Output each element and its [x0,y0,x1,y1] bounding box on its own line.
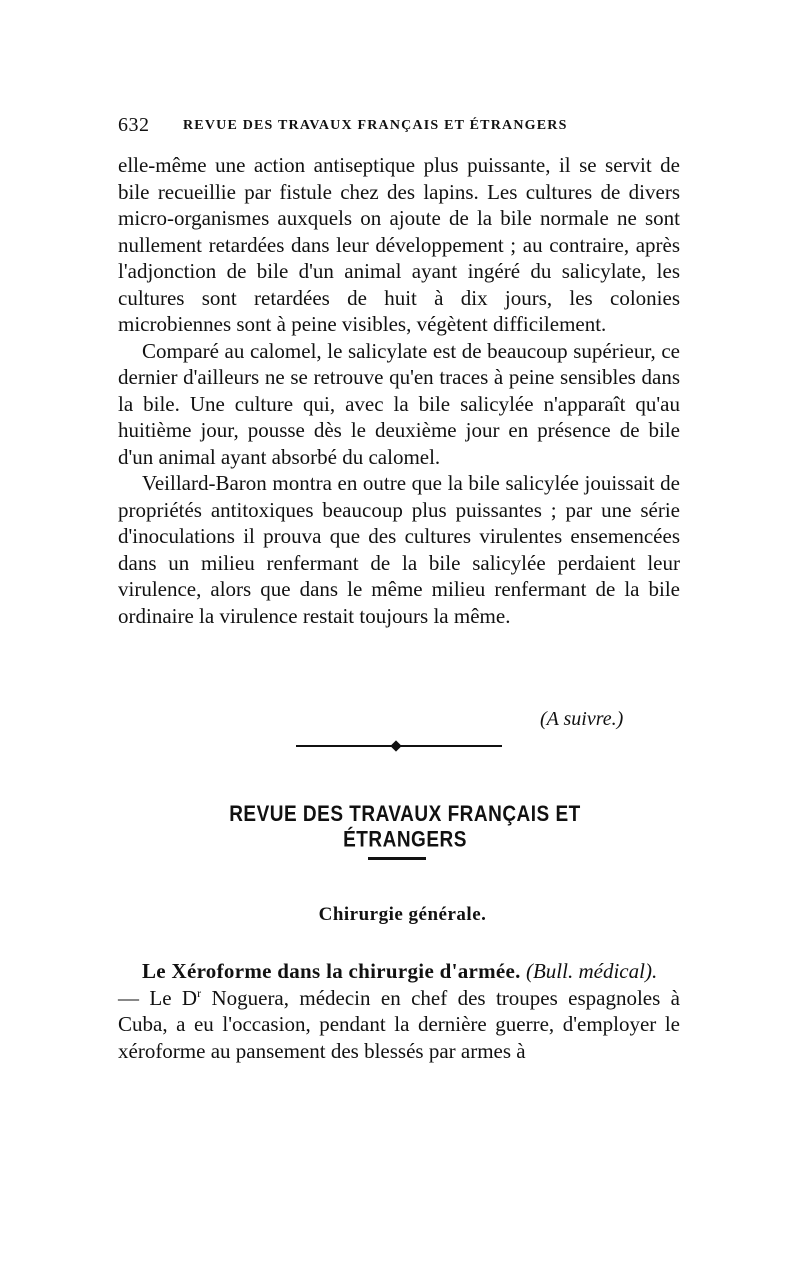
to-be-continued: (A suivre.) [540,708,624,730]
paragraph-antitoxic-properties: Veillard-Baron montra en outre que la bile salicylée jouissait de propriétés antitoxiques beaucoup plus puissantes ; par une série d'inoculations il prouva que des cultures virulentes ensemencées dans un milieu renfermant de la bile salicylée perdaient leur virulence, alors que dans le même milieu renfermant de la bile ordinaire la virulence restait toujours la même. [118,471,680,628]
paragraph-calomel-comparison: Comparé au calomel, le salicylate est de beaucoup supérieur, ce dernier d'ailleurs ne se retrouve qu'en traces à peine sensibles dans la bile. Une culture qui, avec la bile salicylée n'apparaît qu'au huitième jour, pousse dès le deuxième jour en présence de bile d'un animal ayant absorbé du calomel. [118,338,680,469]
ornamental-divider [296,742,502,750]
paragraph-xeroforme [118,958,680,1064]
running-title: REVUE DES TRAVAUX FRANÇAIS ET ÉTRANGERS [183,118,568,133]
article-title: Le Xéroforme dans la chirurgie d'armée. [142,959,521,983]
article-text: Noguera, médecin en chef des troupes espagnoles à Cuba, a eu l'occasion, pendant la dernière guerre, d'employer le xéroforme au pansement des blessés par armes à [118,985,680,1063]
section-title: REVUE DES TRAVAUX FRANÇAIS ET ÉTRANGERS [229,802,581,853]
article-text-start: — Le D [118,985,198,1010]
article-source: (Bull. médical). [525,959,658,983]
article-xeroforme [118,958,680,1064]
running-head [118,114,688,138]
subsection-title: Chirurgie générale. [318,904,487,925]
diamond-ornament-icon [390,740,401,751]
article-continuation [118,152,680,629]
page-number: 632 [118,114,150,136]
section-rule [368,857,426,860]
doctor-abbrev-sup: r [197,985,202,1000]
paragraph-bile-cultures: elle-même une action antiseptique plus puissante, il se servit de bile recueillie par fistule chez des lapins. Les cultures de divers micro-organismes auxquels on ajoute de la bile normale ne sont nullement retardées dans leur développement ; au contraire, après l'adjonction de bile d'un animal ayant ingéré du salicylate, les cultures sont retardées de huit à dix jours, les colonies microbiennes sont à peine visibles, végètent difficilement. [118,153,680,336]
